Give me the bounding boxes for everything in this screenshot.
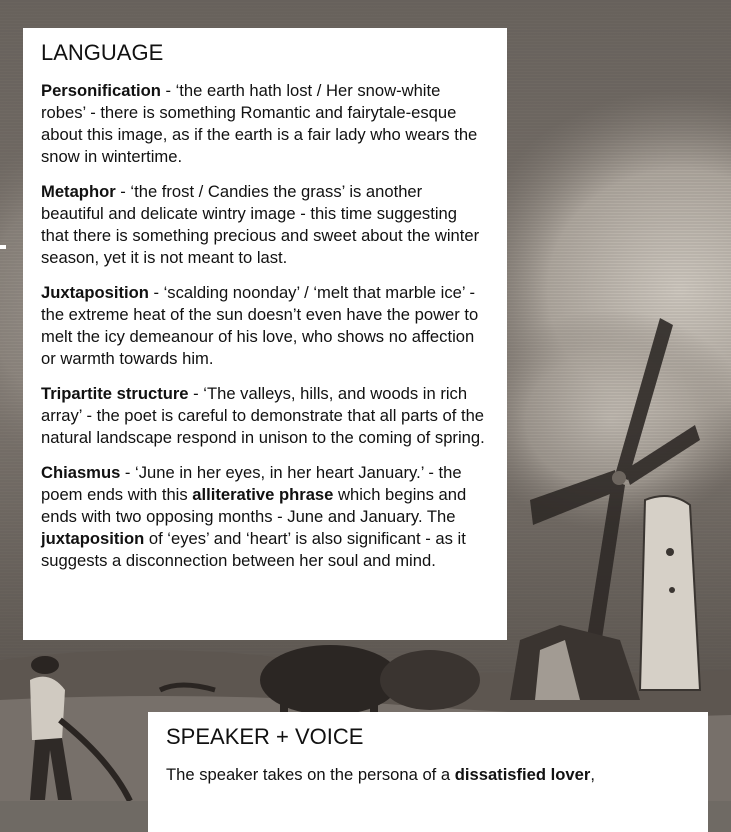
edge-marker	[0, 245, 6, 249]
language-entry-juxtaposition	[41, 282, 489, 370]
term-label: Personification	[41, 81, 161, 100]
language-entry-personification	[41, 80, 489, 168]
language-card	[23, 28, 507, 640]
language-heading: LANGUAGE	[41, 40, 164, 65]
emphasis: alliterative phrase	[192, 485, 334, 504]
term-label: Tripartite structure	[41, 384, 189, 403]
term-label: Chiasmus	[41, 463, 121, 482]
entry-text: - ‘The valleys, hills, and woods in rich array’ - the poet is careful to demonstrate that all parts of the natural landscape respond in unison to the coming of spring.	[41, 384, 485, 447]
language-entry-tripartite	[41, 383, 489, 449]
speaker-paragraph	[166, 764, 690, 786]
emphasis: juxtaposition	[41, 529, 145, 548]
term-label: Juxtaposition	[41, 283, 149, 302]
language-entry-metaphor	[41, 181, 489, 269]
speaker-heading: SPEAKER + VOICE	[166, 724, 364, 749]
paragraph-text: The speaker takes on the persona of a	[166, 765, 455, 784]
entry-text: - ‘the frost / Candies the grass’ is another beautiful and delicate wintry image - this time suggesting that there is something precious and sweet about the winter season, yet it is not meant to last.	[41, 182, 480, 267]
entry-text: of ‘eyes’ and ‘heart’ is also significant - as it suggests a disconnection between her soul and mind.	[41, 529, 466, 570]
speaker-voice-card	[148, 712, 708, 832]
entry-text: - ‘the earth hath lost / Her snow-white robes’ - there is something Romantic and fairytale-esque about this image, as if the earth is a fair lady who wears the snow in wintertime.	[41, 81, 478, 166]
entry-text: - ‘scalding noonday’ / ‘melt that marble ice’ - the extreme heat of the sun doesn’t even have the power to melt the icy demeanour of his love, who shows no affection or warmth towards him.	[41, 283, 479, 368]
paragraph-text: ,	[590, 765, 595, 784]
entry-text: which begins and ends with two opposing months - June and January. The	[41, 485, 467, 526]
language-entry-chiasmus	[41, 462, 489, 572]
emphasis: dissatisfied lover	[454, 765, 591, 784]
entry-text: - ‘June in her eyes, in her heart January.’ - the poem ends with this	[41, 463, 462, 504]
term-label: Metaphor	[41, 182, 116, 201]
